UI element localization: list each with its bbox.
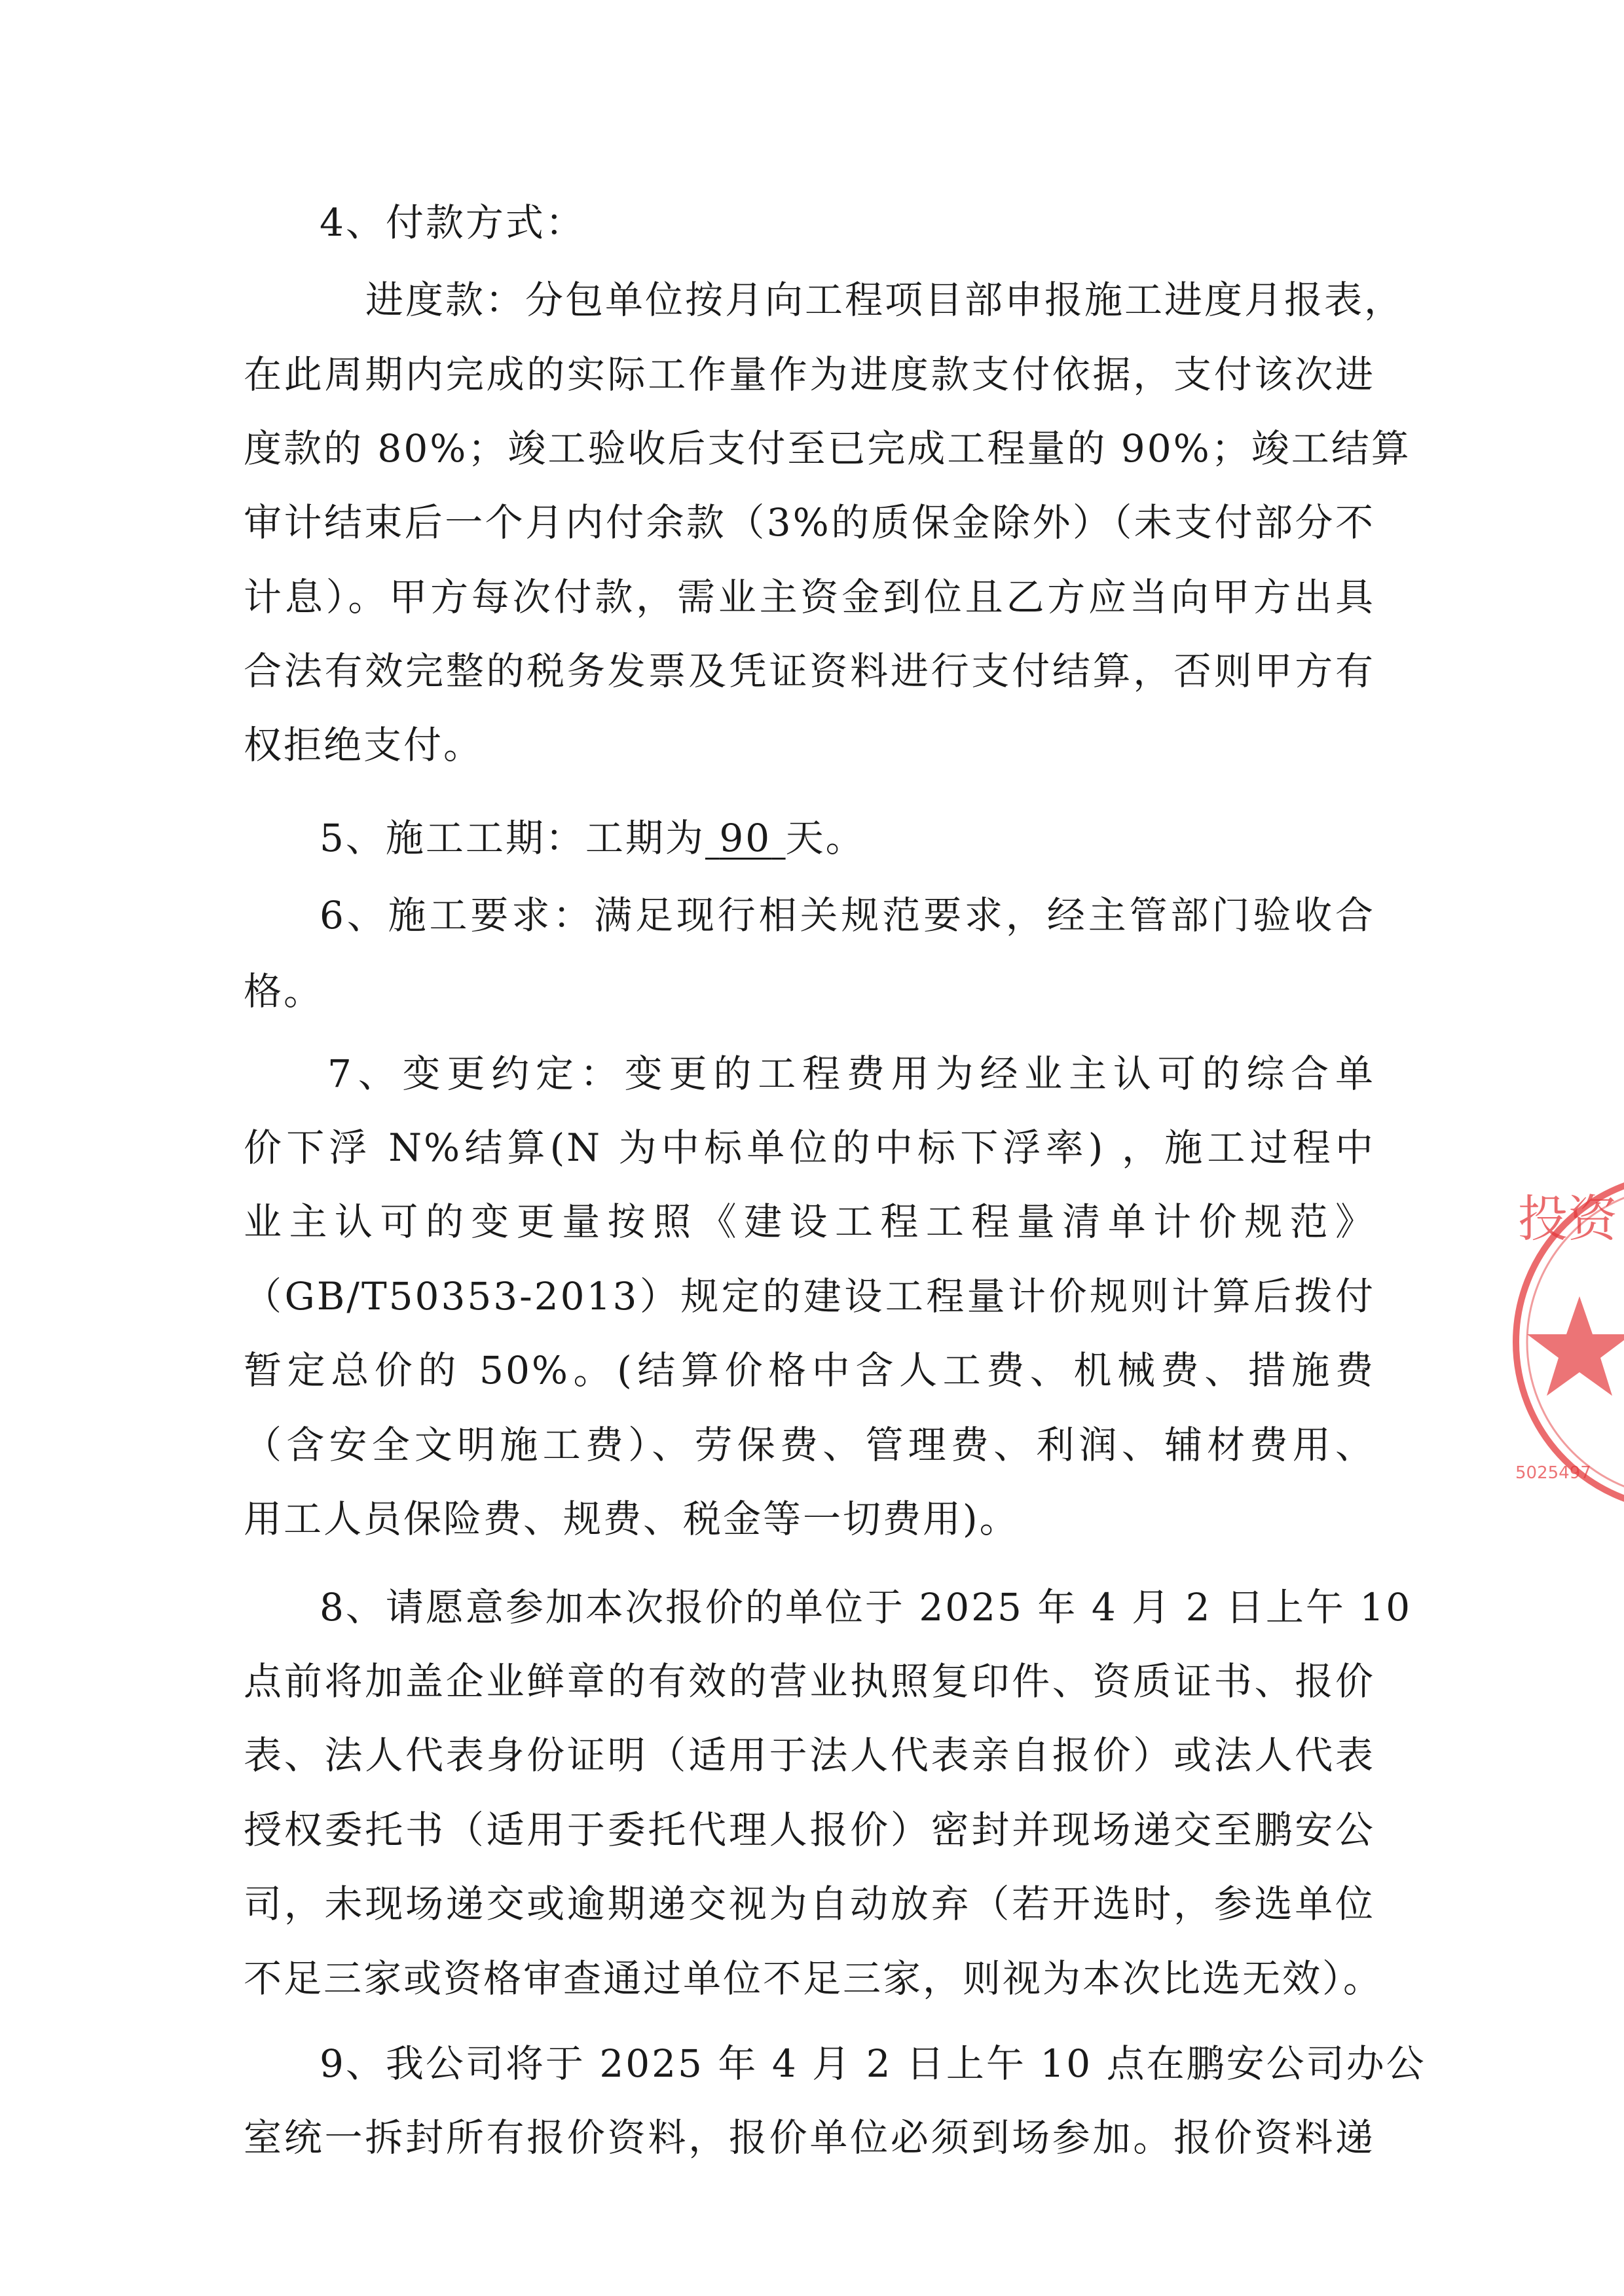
item-4-line: 审计结束后一个月内付余款（3%的质保金除外）（未支付部分不 xyxy=(244,500,1375,545)
seal-text: 投资 xyxy=(1518,1190,1617,1248)
item-5-line xyxy=(320,812,866,864)
item-4-line: 合法有效完整的税务发票及凭证资料进行支付结算，否则甲方有 xyxy=(244,649,1375,693)
item-8-line: 点前将加盖企业鲜章的有效的营业执照复印件、资质证书、报价 xyxy=(244,1659,1375,1704)
item-7-line: 价下浮 N%结算(N 为中标单位的中标下浮率) ，施工过程中 xyxy=(244,1125,1375,1170)
item-9-line: 9、我公司将于 2025 年 4 月 2 日上午 10 点在鹏安公司办公 xyxy=(320,2041,1426,2086)
seal-graphic xyxy=(1506,1165,1624,1519)
item-8-line: 8、请愿意参加本次报价的单位于 2025 年 4 月 2 日上午 10 xyxy=(320,1585,1412,1630)
item-7-line: 7、变更约定：变更的工程费用为经业主认可的综合单 xyxy=(327,1051,1375,1096)
item-4-line: 进度款：分包单位按月向工程项目部申报施工进度月报表， xyxy=(365,278,1405,322)
seal-star-icon xyxy=(1527,1296,1624,1396)
item-8-line: 司，未现场递交或逾期递交视为自动放弃（若开选时，参选单位 xyxy=(244,1882,1375,1926)
item-7-line: 暂定总价的 50%。(结算价格中含人工费、机械费、措施费 xyxy=(244,1348,1375,1393)
item-7-line: （GB/T50353-2013）规定的建设工程量计价规则计算后拨付 xyxy=(244,1274,1375,1319)
item-4-line: 在此周期内完成的实际工作量作为进度款支付依据，支付该次进 xyxy=(244,352,1375,397)
item-5-suffix: 天。 xyxy=(785,816,866,860)
seal-code: 5025497 xyxy=(1515,1463,1591,1483)
item-5-prefix: 5、施工工期：工期为 xyxy=(320,816,705,860)
item-7-line: 业主认可的变更量按照《建设工程工程量清单计价规范》 xyxy=(244,1199,1375,1244)
item-4-heading: 4、付款方式： xyxy=(320,200,585,245)
item-4-line: 计息）。甲方每次付款，需业主资金到位且乙方应当向甲方出具 xyxy=(244,575,1375,619)
item-7-line: （含安全文明施工费）、劳保费、管理费、利润、辅材费用、 xyxy=(244,1423,1375,1467)
company-seal xyxy=(1506,1165,1624,1519)
item-8-line: 授权委托书（适用于委托代理人报价）密封并现场递交至鹏安公 xyxy=(244,1808,1375,1852)
item-8-line: 表、法人代表身份证明（适用于法人代表亲自报价）或法人代表 xyxy=(244,1733,1375,1777)
item-6-line: 6、施工要求：满足现行相关规范要求，经主管部门验收合 xyxy=(320,893,1375,938)
item-8-line: 不足三家或资格审查通过单位不足三家，则视为本次比选无效）。 xyxy=(244,1956,1384,2001)
item-6-line: 格。 xyxy=(244,969,324,1013)
item-9-line: 室统一拆封所有报价资料，报价单位必须到场参加。报价资料递 xyxy=(244,2115,1375,2160)
duration-days: 90 xyxy=(719,816,772,860)
item-4-line: 权拒绝支付。 xyxy=(244,723,484,767)
item-7-line: 用工人员保险费、规费、税金等一切费用)。 xyxy=(244,1497,1020,1541)
item-4-line: 度款的 80%；竣工验收后支付至已完成工程量的 90%；竣工结算 xyxy=(244,426,1411,471)
